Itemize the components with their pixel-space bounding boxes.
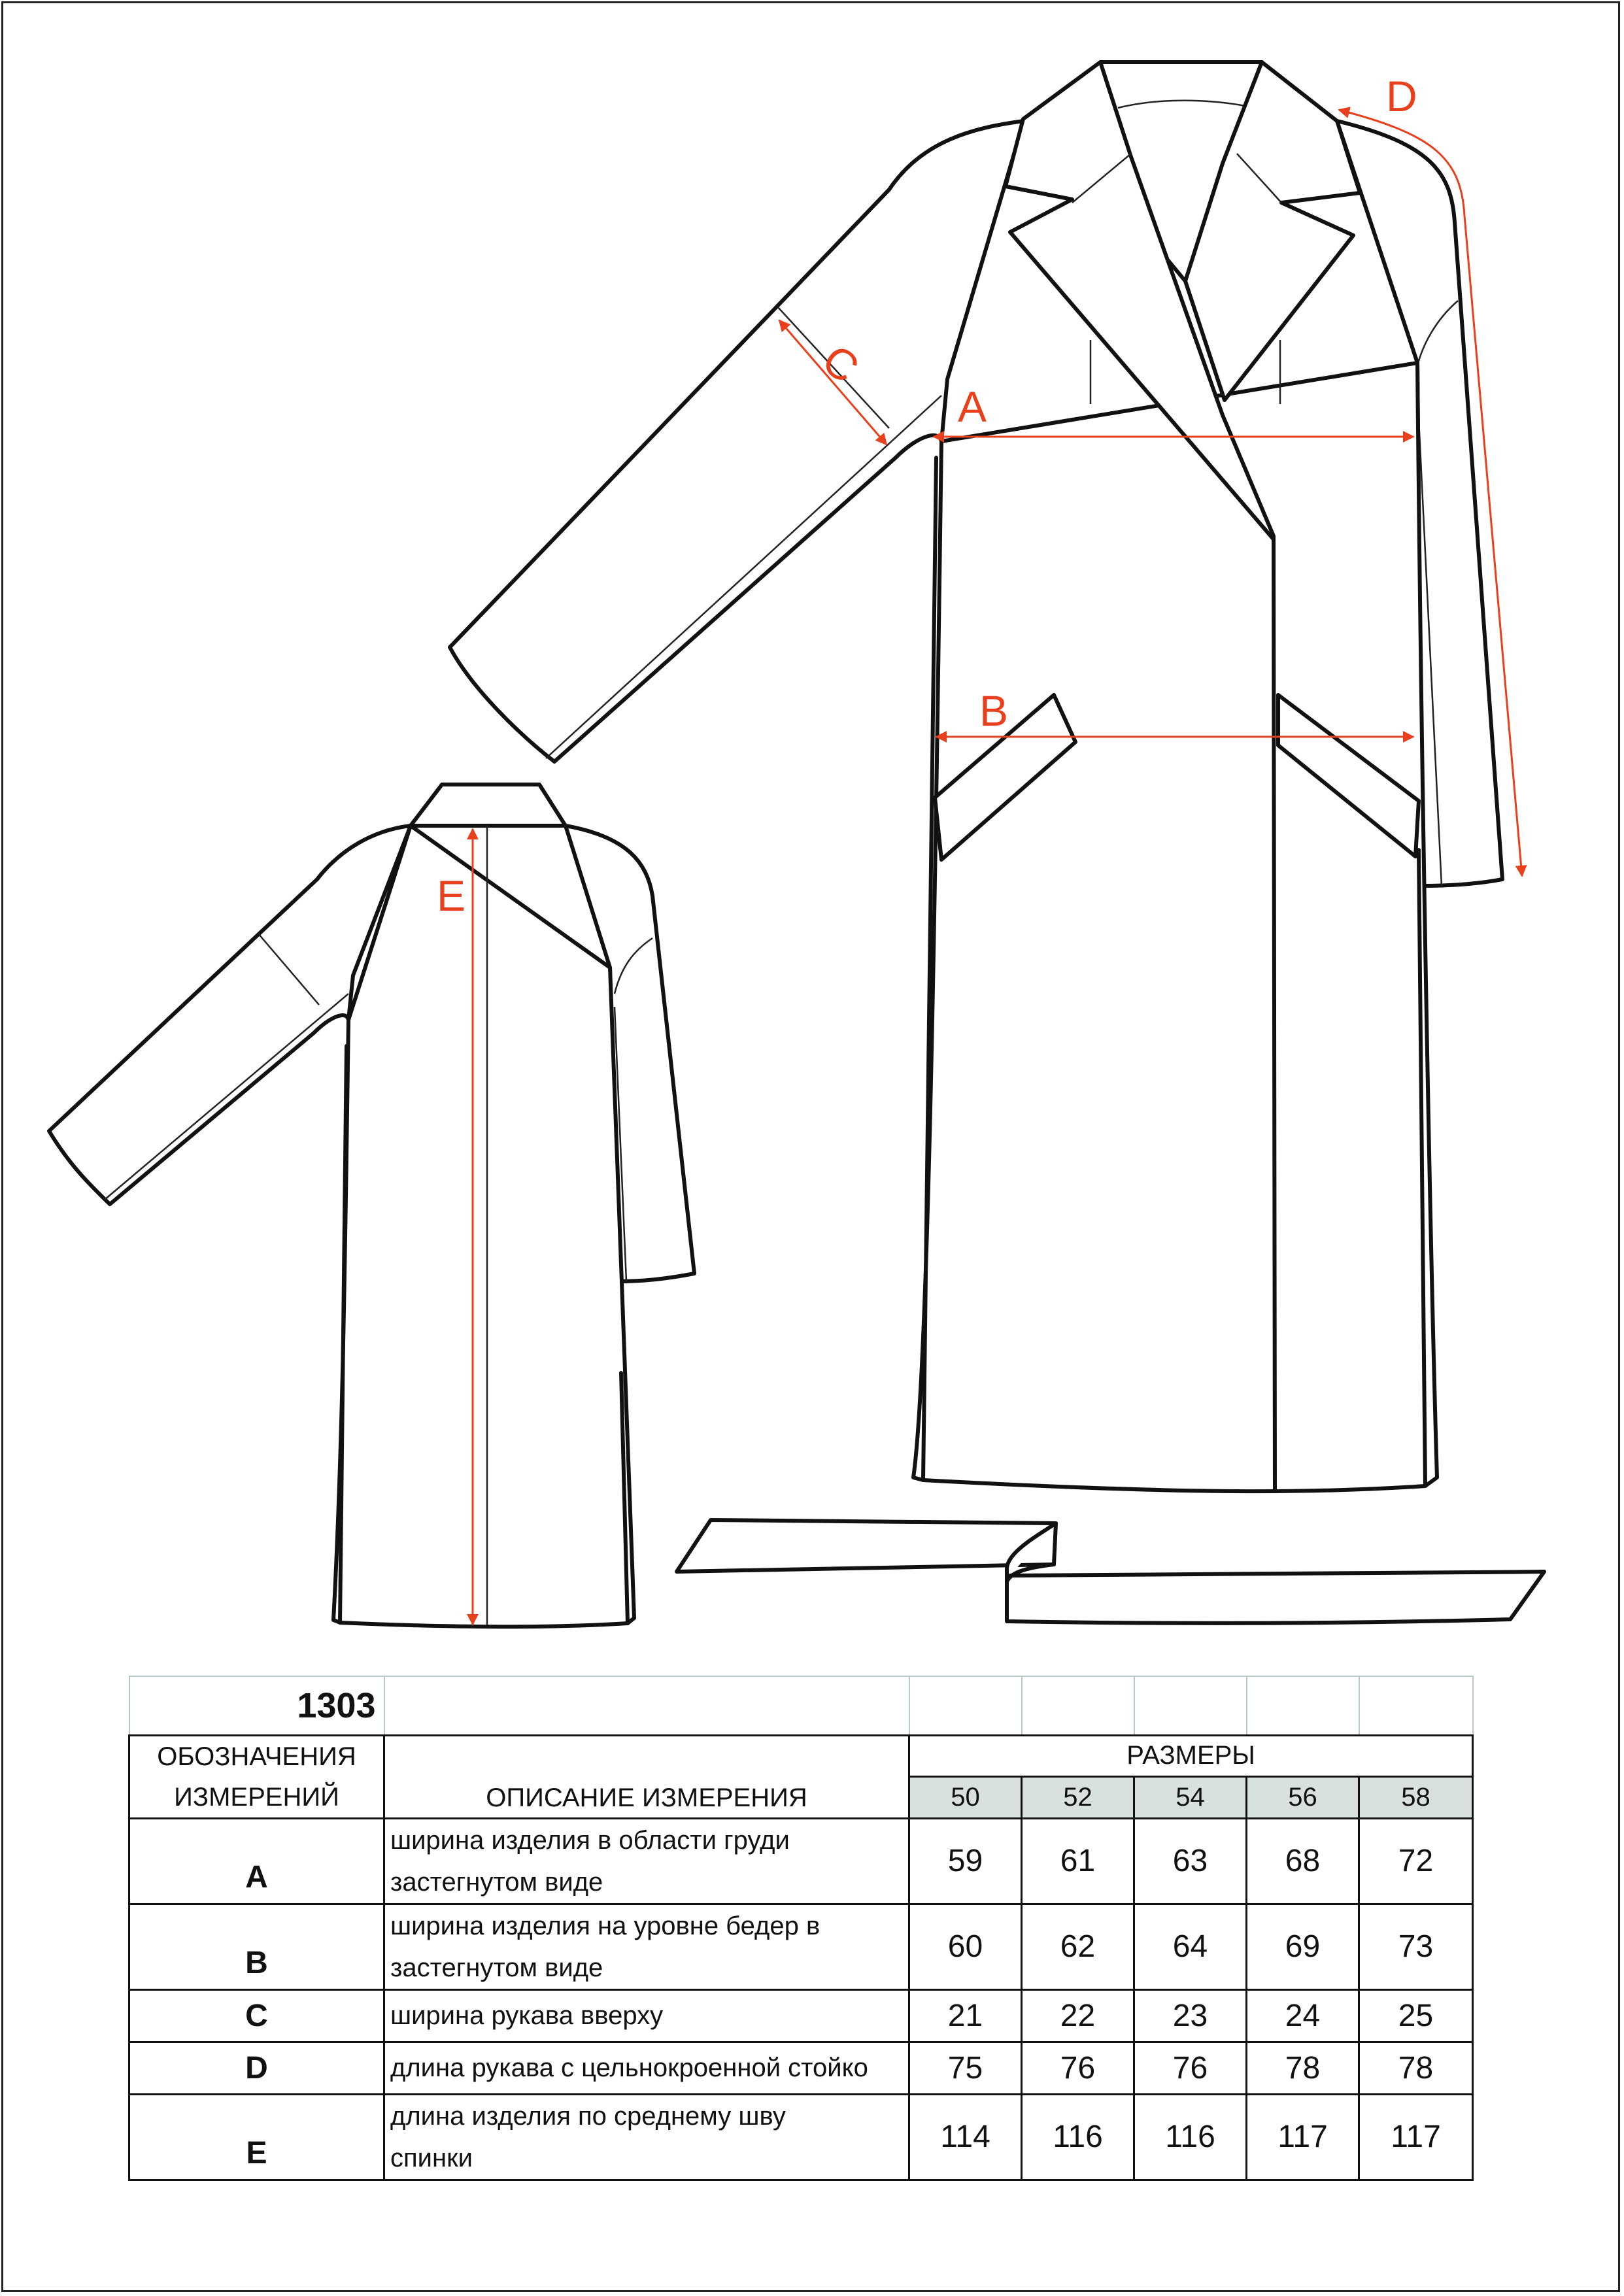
belt: [677, 1520, 1544, 1623]
row-value: 61: [1022, 1818, 1134, 1904]
back-view: [49, 785, 694, 1627]
row-value: 68: [1247, 1818, 1359, 1904]
row-value: 117: [1359, 2094, 1473, 2180]
table-row: [129, 2094, 1473, 2180]
row-value: 78: [1247, 2042, 1359, 2094]
row-value: 117: [1247, 2094, 1359, 2180]
row-value: 116: [1022, 2094, 1134, 2180]
dimension-label-e: E: [437, 871, 466, 920]
size-56: 56: [1247, 1777, 1359, 1819]
header-sizes: РАЗМЕРЫ: [909, 1735, 1473, 1777]
row-value: 76: [1134, 2042, 1247, 2094]
size-58: 58: [1359, 1777, 1473, 1819]
row-value: 23: [1134, 1989, 1247, 2042]
row-value: 69: [1247, 1904, 1359, 1989]
row-description: ширина изделия на уровне бедер в застегнутом виде: [384, 1904, 909, 1989]
header-code: ОБОЗНАЧЕНИЯ ИЗМЕРЕНИЙ: [129, 1735, 384, 1818]
header-description: ОПИСАНИЕ ИЗМЕРЕНИЯ: [384, 1735, 909, 1818]
dimension-label-c: C: [813, 335, 868, 393]
front-body: [913, 363, 1437, 1491]
size-54: 54: [1134, 1777, 1247, 1819]
row-value: 63: [1134, 1818, 1247, 1904]
row-code: C: [129, 1989, 384, 2042]
row-description: длина изделия по среднему шву спинки: [384, 2094, 909, 2180]
back-body: [333, 826, 634, 1627]
row-value: 22: [1022, 1989, 1134, 2042]
row-value: 116: [1134, 2094, 1247, 2180]
table-title-row: [129, 1676, 1473, 1735]
row-description: длина рукава с цельнокроенной стойко: [384, 2042, 909, 2094]
row-code: E: [129, 2094, 384, 2180]
row-value: 60: [909, 1904, 1022, 1989]
table-row: [129, 1904, 1473, 1989]
row-value: 114: [909, 2094, 1022, 2180]
row-value: 59: [909, 1818, 1022, 1904]
table-row: [129, 1989, 1473, 2042]
row-value: 78: [1359, 2042, 1473, 2094]
table-row: [129, 2042, 1473, 2094]
row-value: 24: [1247, 1989, 1359, 2042]
row-value: 72: [1359, 1818, 1473, 1904]
size-52: 52: [1022, 1777, 1134, 1819]
row-value: 25: [1359, 1989, 1473, 2042]
row-code: D: [129, 2042, 384, 2094]
dimension-label-d: D: [1386, 72, 1417, 120]
table-row: [129, 1818, 1473, 1904]
row-value: 64: [1134, 1904, 1247, 1989]
dimension-label-b: B: [979, 686, 1009, 735]
table-header-row: [129, 1735, 1473, 1777]
row-code: B: [129, 1904, 384, 1989]
row-value: 76: [1022, 2042, 1134, 2094]
size-50: 50: [909, 1777, 1022, 1819]
row-value: 75: [909, 2042, 1022, 2094]
row-code: A: [129, 1818, 384, 1904]
article-number: 1303: [129, 1676, 384, 1735]
back-collar: [411, 785, 566, 826]
dimension-label-a: A: [958, 382, 987, 431]
row-description: ширина рукава вверху: [384, 1989, 909, 2042]
row-value: 73: [1359, 1904, 1473, 1989]
measurement-table: [128, 1676, 1474, 2181]
row-value: 21: [909, 1989, 1022, 2042]
row-value: 62: [1022, 1904, 1134, 1989]
row-description: ширина изделия в области груди застегнутом виде: [384, 1818, 909, 1904]
